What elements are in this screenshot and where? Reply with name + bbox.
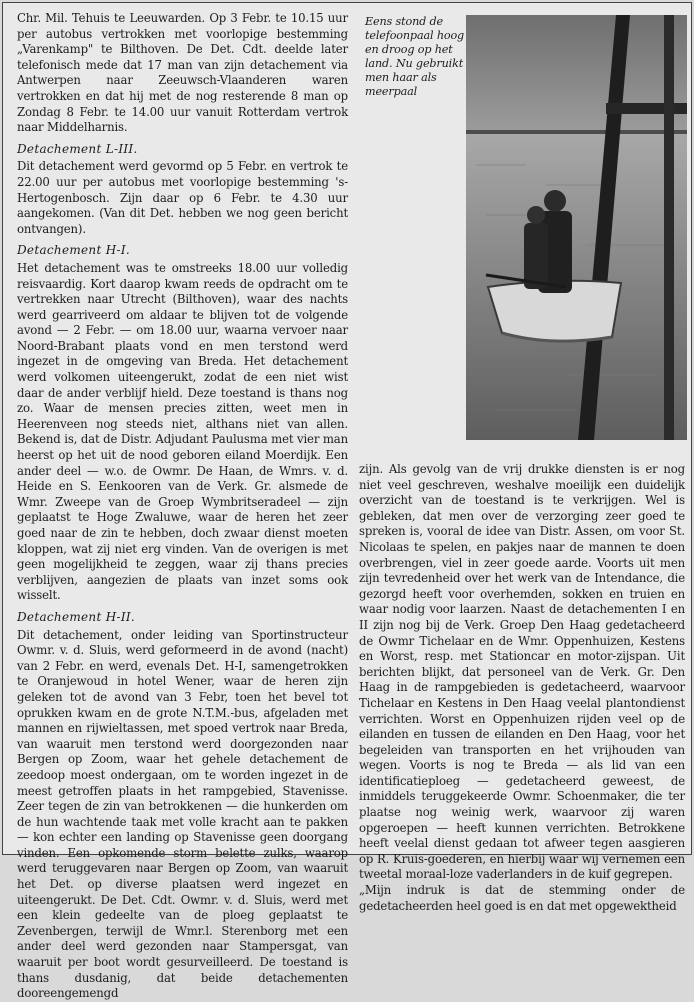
- photo-caption: [365, 15, 465, 99]
- section-body-h-ii: Dit detachement, onder leiding van Sportinstructeur Owmr. v. d. Sluis, werd geformeerd in de avond (nacht) van 2 Febr. en werd, evenals Det. H-I, samengetrokken te Oranjewoud in hotel Wener, waar de heren zijn geleken tot de avond van 3 Febr, toen het bevel tot oprukken kwam en de grote N.T.M.-bus, afgeladen met mannen en rijwieltassen, met spoed vertrok naar Breda, van waaruit men terstond werd doorgezonden naar Bergen op Zoom, waar het gehele detachement de zeedoop moest ondergaan, om te worden ingezet in de meest getroffen plaats in het rampgebied, Stavenisse. Zeer tegen de zin van betrokkenen — die hunkerden om de hun wachtende taak met volle kracht aan te pakken — kon echter een landing op Stavenisse geen doorgang vinden. Een opkomende storm belette zulks, waarop werd teruggevaren naar Bergen op Zoom, van waaruit het Det. op diverse plaatsen werd ingezet en uiteengerukt. De Det. Cdt. Owmr. v. d. Sluis, werd met een klein gedeelte van de ploeg geplaatst te Zevenbergen, terwijl de Wmr.l. Sterenborg met een ander deel werd gezonden naar Stampersgat, van waaruit per boot wordt gesurveilleerd. De toestand is thans dusdanig, dat beide detachementen dooreengemengd: [17, 627, 348, 1001]
- right-column-quote: „Mijn indruk is dat de stemming onder de gedetacheerden heel goed is en dat met opgewektheid: [359, 883, 685, 913]
- flood-photo: [466, 15, 687, 440]
- standing-man-head: [544, 190, 566, 212]
- section-body-l-iii: Dit detachement werd gevormd op 5 Febr. en vertrok te 22.00 uur per autobus met voorlopige bestemming 's-Hertogenbosch. Zijn daar op 6 Febr. te 4.30 uur aangekomen. (Van dit Det. hebben we nog geen bericht ontvangen).: [17, 159, 348, 236]
- section-heading-h-i: Detachement H-I.: [17, 243, 130, 258]
- seated-man: [524, 223, 548, 289]
- horizon-line: [466, 130, 687, 134]
- second-pole: [664, 15, 674, 440]
- pole-crossbar: [606, 103, 687, 114]
- magazine-page: [2, 2, 692, 1001]
- section-heading-h-ii: Detachement H-II.: [17, 609, 136, 624]
- section-body-h-i: Het detachement was te omstreeks 18.00 uur volledig reisvaardig. Kort daarop kwam reeds de opdracht om te vertrekken naar Utrecht (Bilthoven), waar des nachts werd gearriveerd om aldaar te blijven tot de volgende avond — 2 Febr. — om 18.00 uur, waarna vervoer naar Noord-Brabant plaats vond en men terstond werd ingezet in de omgeving van Breda. Het detachement werd volkomen uiteengerukt, zodat de een niet wist daar de ander verblijf hield. Deze toestand is thans nog zo. Waar de mensen precies zitten, weet men in Heerenveen nog steeds niet, althans niet van allen. Bekend is, dat de Distr. Adjudant Paulusma met vier man heerst op het uit de nood geboren eiland Moerdijk. Een ander deel — w.o. de Owmr. De Haan, de Wmrs. v. d. Heide en S. Eenkooren van de Verk. Gr. alsmede de Wmr. Zweepe van de Groep Wymbritseradeel — zijn geplaatst te Hoge Zwaluwe, waar de heren het zeer goed naar de zin te hebben, doch zwaar dienst moeten kloppen, wat zij niet erg vinden. Van de overigen is met geen mogelijkheid te zeggen, waar zij thans precies verblijven, aangezien de plaats van inzet soms ook wisselt.: [17, 260, 348, 603]
- photo-caption-text: Eens stond de telefoonpaal hoog en droog op het land. Nu gebruikt men haar als meerpaal: [365, 15, 465, 98]
- sky: [466, 15, 687, 133]
- left-column: [17, 11, 348, 1002]
- intro-paragraph: Chr. Mil. Tehuis te Leeuwarden. Op 3 Febr. te 10.15 uur per autobus vertrokken met voorlopige bestemming „Varenkamp" te Bilthoven. De Det. Cdt. deelde later telefonisch mede dat 17 man van zijn detachement via Antwerpen naar Zeeuwsch-Vlaanderen waren vertrokken en dat hij met de nog resterende 8 man op Zondag 8 Febr. te 14.00 uur vanuit Rotterdam vertrok naar Middelharnis.: [17, 11, 348, 135]
- flood-photo-image: [466, 15, 687, 440]
- right-column: [359, 462, 685, 914]
- seated-man-head: [527, 206, 545, 224]
- right-column-text: zijn. Als gevolg van de vrij drukke diensten is er nog niet veel geschreven, weshalve moeilijk een duidelijk overzicht van de toestand is te verkrijgen. Wel is gebleken, dat men over de verzorging zeer goed te spreken is, vooral de idee van Distr. Assen, om voor St. Nicolaas te spelen, en pakjes naar de mannen te doen overbrengen, viel in zeer goede aarde. Voorts uit men zijn tevredenheid over het werk van de Intendance, die gezorgd heeft voor overhemden, sokken en truien en waar nodig voor laarzen. Naast de detachementen I en II zijn nog bij de Verk. Groep Den Haag gedetacheerd de Owmr Tichelaar en de Wmr. Oppenhuizen, Kestens en Worst, resp. met Stationcar en motor-zijspan. Uit berichten blijkt, dat personeel van de Verk. Gr. Den Haag in de rampgebieden is gedetacheerd, waarvoor Tichelaar en Kestens in Den Haag veelal plantondienst verrichten. Worst en Oppenhuizen rijden veel op de eilanden en tussen de eilanden en Den Haag, voor het begeleiden van transporten en het vrijhouden van wegen. Voorts is nog te Breda — als lid van een identificatieploeg — gedetacheerd geweest, de inmiddels teruggekeerde Owmr. Schoenmaker, die ter plaatse nog weinig werk, waarvoor zij waren opgeroepen — heeft kunnen verrichten. Betrokkene heeft veelal dienst gedaan tot afweer tegen aasgieren op R. Kruis-goederen, en hierbij waar wij vernemen een tweetal moraal-loze vaderlanders in de kuif gegrepen.: [359, 462, 685, 882]
- section-heading-l-iii: Detachement L-III.: [17, 141, 138, 156]
